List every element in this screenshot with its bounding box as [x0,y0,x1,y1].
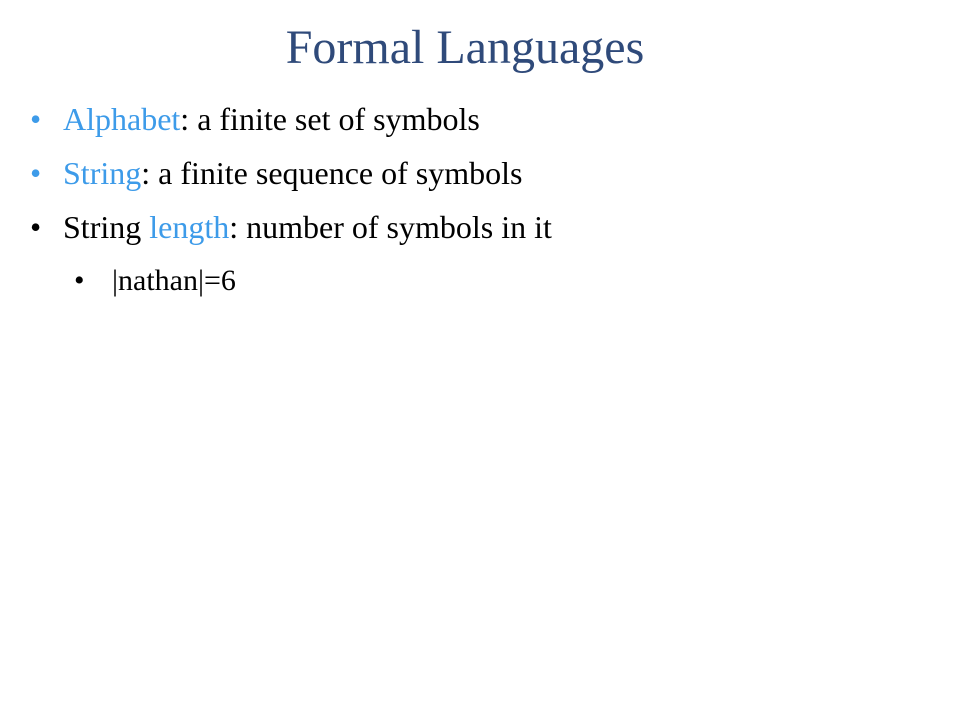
definition-length: : number of symbols in it [229,209,552,245]
term-alphabet: Alphabet [63,101,181,137]
bullet-string [30,146,930,200]
slide-title: Formal Languages [285,21,645,74]
bullet-dot-icon: • [30,101,42,137]
definition-string: : a finite sequence of symbols [141,155,523,191]
example-text: |nathan|=6 [112,264,236,297]
bullet-dot-icon: • [74,264,85,297]
definition-alphabet: : a finite set of symbols [180,101,480,137]
bullet-dot-icon: • [30,209,42,245]
bullet-alphabet [30,92,930,146]
sub-bullet-example [30,254,930,308]
prefix-string: String [63,209,150,245]
bullet-list [30,92,930,308]
bullet-string-length [30,200,930,254]
term-length: length [149,209,230,245]
term-string: String [63,155,142,191]
bullet-dot-icon: • [30,155,42,191]
